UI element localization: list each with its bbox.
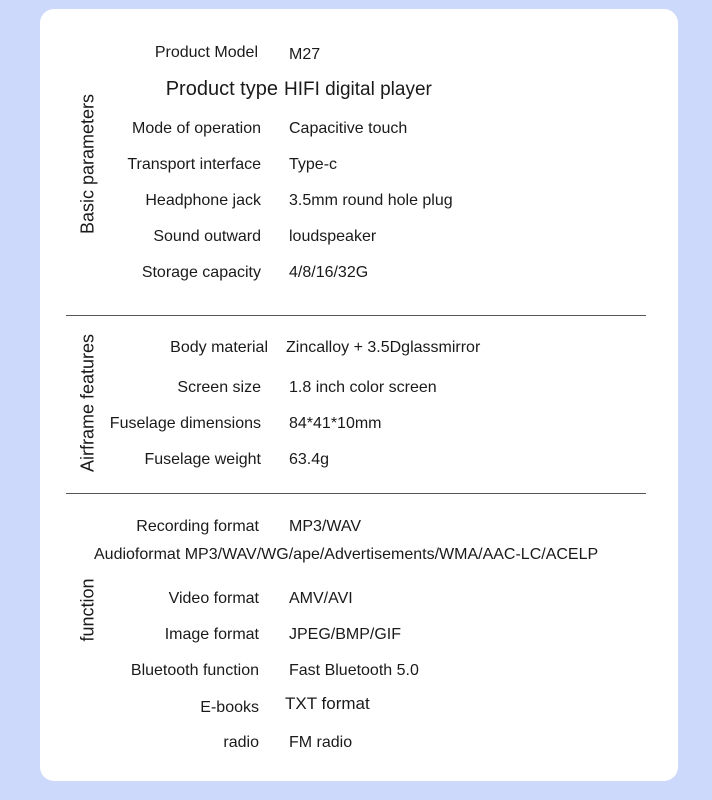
section-title-airframe-features: Airframe features (77, 333, 98, 473)
spec-value-storage-capacity: 4/8/16/32G (289, 264, 369, 281)
spec-label-body-material: Body material (170, 339, 268, 356)
spec-value-sound-outward: loudspeaker (289, 228, 377, 245)
spec-label-sound-outward: Sound outward (153, 228, 261, 245)
spec-value-body-material: Zincalloy + 3.5Dglassmirror (286, 339, 481, 356)
spec-label-product-type: Product type (165, 78, 278, 100)
spec-value-screen-size: 1.8 inch color screen (289, 379, 437, 396)
spec-label-video-format: Video format (168, 590, 259, 607)
section-title-basic-parameters: Basic parameters (77, 93, 98, 235)
spec-value-radio: FM radio (289, 734, 353, 751)
spec-value-mode-of-operation: Capacitive touch (289, 120, 408, 137)
spec-row-audio-format (94, 546, 598, 564)
spec-label-storage-capacity: Storage capacity (141, 264, 261, 281)
spec-label-fuselage-dimensions: Fuselage dimensions (109, 415, 261, 432)
section-title-function: function (77, 578, 98, 642)
spec-label-recording-format: Recording format (136, 518, 259, 535)
spec-label-bluetooth-function: Bluetooth function (130, 662, 259, 679)
spec-value-fuselage-weight: 63.4g (289, 451, 330, 468)
spec-label-audio-format: Audioformat (94, 546, 181, 563)
spec-label-product-model: Product Model (154, 44, 258, 61)
spec-value-image-format: JPEG/BMP/GIF (289, 626, 402, 643)
spec-value-video-format: AMV/AVI (289, 590, 353, 607)
spec-label-transport-interface: Transport interface (127, 156, 261, 173)
spec-label-radio: radio (223, 734, 259, 751)
spec-value-audio-format: MP3/WAV/WG/ape/Advertisements/WMA/AAC-LC/ACELP (184, 546, 599, 563)
spec-value-product-model: M27 (289, 46, 321, 63)
spec-value-transport-interface: Type-c (289, 156, 338, 173)
spec-label-e-books: E-books (200, 699, 259, 716)
spec-value-product-type: HIFI digital player (284, 79, 432, 100)
spec-label-image-format: Image format (164, 626, 259, 643)
spec-value-fuselage-dimensions: 84*41*10mm (289, 415, 382, 432)
spec-value-recording-format: MP3/WAV (289, 518, 362, 535)
spec-label-fuselage-weight: Fuselage weight (144, 451, 261, 468)
spec-value-e-books: TXT format (285, 694, 370, 713)
section-divider (66, 315, 646, 316)
spec-label-mode-of-operation: Mode of operation (132, 120, 261, 137)
spec-label-screen-size: Screen size (177, 379, 261, 396)
spec-value-bluetooth-function: Fast Bluetooth 5.0 (289, 662, 419, 679)
spec-label-headphone-jack: Headphone jack (145, 192, 261, 209)
section-divider (66, 493, 646, 494)
spec-value-headphone-jack: 3.5mm round hole plug (289, 192, 453, 209)
